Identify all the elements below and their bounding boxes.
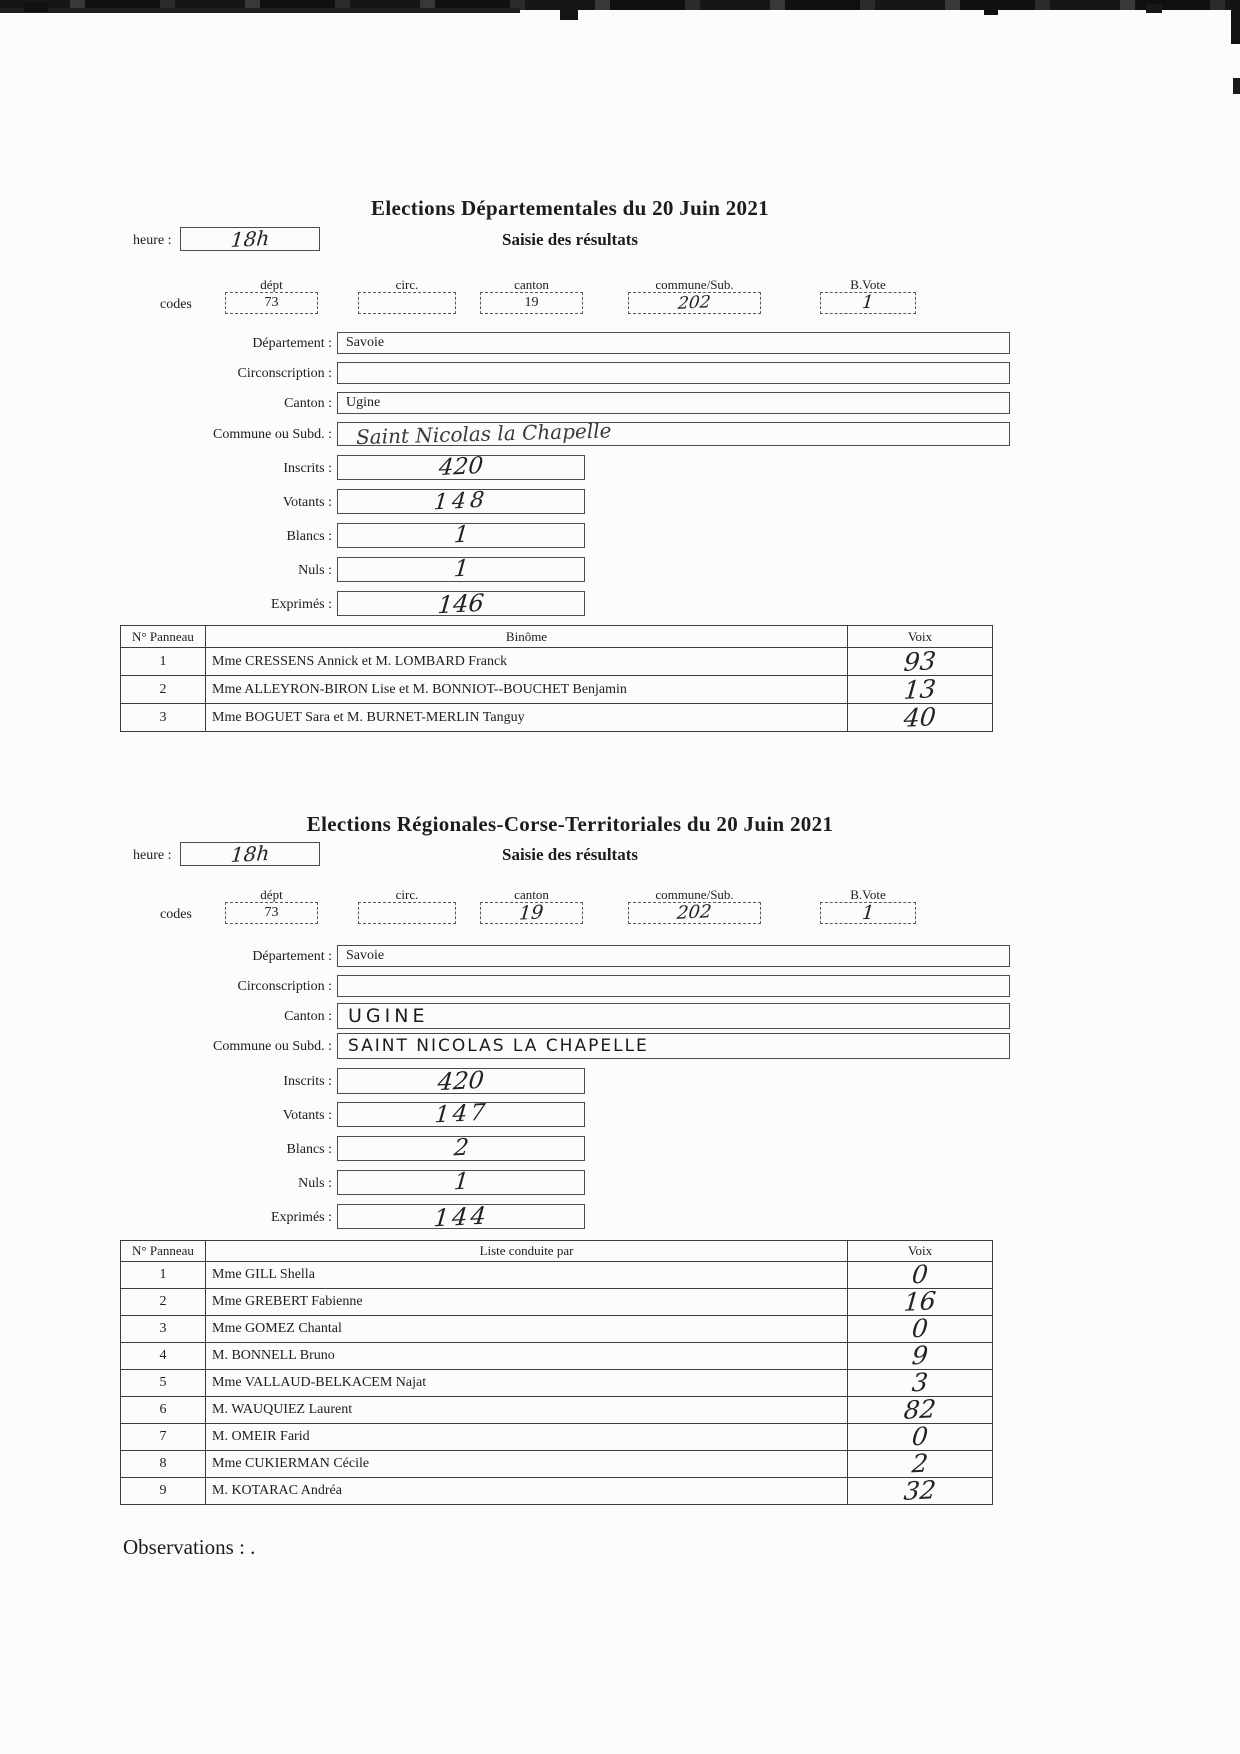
- row-num: 2: [121, 1289, 206, 1316]
- table-row: [121, 1478, 993, 1505]
- canton-code-field: [480, 902, 583, 924]
- row-name: Mme GOMEZ Chantal: [206, 1316, 848, 1343]
- form1-title: Elections Départementales du 20 Juin 2021: [371, 196, 769, 220]
- nuls-field: [337, 1170, 585, 1195]
- commune-code-field: [628, 902, 761, 924]
- votants-value: 147: [433, 1099, 489, 1129]
- row-voix: 0: [848, 1424, 993, 1451]
- canton-code-label: canton: [514, 277, 549, 292]
- row-voix: 40: [848, 704, 993, 732]
- bvote-code-value: 1: [860, 901, 876, 924]
- inscrits-value: 420: [437, 452, 485, 482]
- commune-code-value: 202: [677, 291, 712, 314]
- blancs-value: 2: [452, 1134, 470, 1162]
- commune-code-label: commune/Sub.: [655, 887, 734, 902]
- results-table-departementales: [120, 625, 993, 732]
- votants-field: [337, 489, 585, 514]
- votants-label: Votants :: [282, 1108, 332, 1123]
- canton-label: Canton :: [284, 1009, 332, 1024]
- canton-label: Canton :: [284, 396, 332, 411]
- commune-code-label: commune/Sub.: [655, 277, 734, 292]
- bvote-code-label: B.Vote: [850, 277, 886, 292]
- table-row: [121, 1289, 993, 1316]
- table-row: [121, 676, 993, 704]
- exprimes-label: Exprimés :: [270, 1210, 332, 1225]
- nuls-field: [337, 557, 585, 582]
- bvote-code-label: B.Vote: [850, 887, 886, 902]
- nuls-label: Nuls :: [298, 563, 332, 578]
- bvote-code-field: [820, 902, 916, 924]
- departement-field: [337, 332, 1010, 354]
- bvote-code-field: [820, 292, 916, 314]
- departement-label: Département :: [252, 336, 332, 351]
- row-num: 1: [121, 1262, 206, 1289]
- row-name: Mme VALLAUD-BELKACEM Najat: [206, 1370, 848, 1397]
- nuls-value: 1: [452, 555, 470, 583]
- row-num: 6: [121, 1397, 206, 1424]
- form1-subtitle: Saisie des résultats: [502, 230, 638, 249]
- form2-title: Elections Régionales-Corse-Territoriales du 20 Juin 2021: [306, 812, 834, 836]
- inscrits-value: 420: [436, 1065, 486, 1097]
- table-header-row: [121, 1241, 993, 1262]
- inscrits-label: Inscrits :: [283, 461, 332, 476]
- commune-field: [337, 1033, 1010, 1059]
- dept-code-value: 73: [264, 905, 279, 920]
- circonscription-label: Circonscription :: [237, 366, 332, 381]
- table-row: [121, 1370, 993, 1397]
- table-row: [121, 1424, 993, 1451]
- row-num: 5: [121, 1370, 206, 1397]
- row-voix: 13: [848, 676, 993, 704]
- departement-value: Savoie: [346, 335, 385, 350]
- circ-code-field: [358, 902, 456, 924]
- circonscription-field: [337, 362, 1010, 384]
- scan-artifact: [24, 2, 48, 12]
- row-voix: 82: [848, 1397, 993, 1424]
- heure-label: heure :: [133, 848, 172, 863]
- canton-code-field: [480, 292, 583, 314]
- canton-code-value: 19: [518, 900, 545, 925]
- commune-code-value: 202: [676, 901, 713, 924]
- blancs-field: [337, 523, 585, 548]
- row-num: 2: [121, 676, 206, 704]
- table-header-row: [121, 626, 993, 648]
- col-header-panneau: N° Panneau: [121, 1241, 206, 1262]
- nuls-label: Nuls :: [298, 1176, 332, 1191]
- nuls-value: 1: [452, 1168, 470, 1196]
- row-num: 1: [121, 648, 206, 676]
- row-num: 7: [121, 1424, 206, 1451]
- canton-value: Ugine: [346, 395, 381, 410]
- exprimes-value: 144: [432, 1201, 490, 1232]
- departement-label: Département :: [252, 949, 332, 964]
- exprimes-field: [337, 588, 585, 619]
- row-name: M. OMEIR Farid: [206, 1424, 848, 1451]
- scan-artifact: [1233, 78, 1240, 94]
- row-num: 8: [121, 1451, 206, 1478]
- table-row: [121, 648, 993, 676]
- scan-artifact: [1231, 0, 1240, 44]
- row-voix: 3: [848, 1370, 993, 1397]
- commune-value: SAINT NICOLAS LA CHAPELLE: [348, 1035, 649, 1056]
- row-name: M. KOTARAC Andréa: [206, 1478, 848, 1505]
- table-row: [121, 1262, 993, 1289]
- col-header-binome: Binôme: [206, 626, 848, 648]
- col-header-voix: Voix: [848, 1241, 993, 1262]
- results-table-regionales: [120, 1240, 993, 1505]
- heure-value: 18h: [229, 226, 271, 252]
- canton-field: [337, 392, 1010, 414]
- table-row: [121, 1343, 993, 1370]
- commune-field: [337, 418, 1010, 450]
- row-num: 9: [121, 1478, 206, 1505]
- scan-artifact: [560, 9, 578, 20]
- codes-row-label: codes: [160, 907, 192, 922]
- row-name: Mme GREBERT Fabienne: [206, 1289, 848, 1316]
- row-voix: 2: [848, 1451, 993, 1478]
- inscrits-field: [337, 452, 585, 482]
- commune-code-field: [628, 292, 761, 314]
- circonscription-label: Circonscription :: [237, 979, 332, 994]
- row-voix: 16: [848, 1289, 993, 1316]
- exprimes-value: 146: [436, 588, 486, 619]
- row-name: Mme GILL Shella: [206, 1262, 848, 1289]
- inscrits-label: Inscrits :: [283, 1074, 332, 1089]
- form2-subtitle: Saisie des résultats: [502, 845, 638, 864]
- row-num: 3: [121, 704, 206, 732]
- row-voix: 93: [848, 648, 993, 676]
- commune-label: Commune ou Subd. :: [212, 1039, 332, 1054]
- dept-code-field: [225, 292, 318, 314]
- votants-field: [337, 1099, 585, 1129]
- circ-code-field: [358, 292, 456, 314]
- commune-label: Commune ou Subd. :: [212, 427, 332, 442]
- bvote-code-value: 1: [861, 291, 875, 314]
- col-header-voix: Voix: [848, 626, 993, 648]
- row-voix: 9: [848, 1343, 993, 1370]
- circ-code-label: circ.: [395, 887, 419, 902]
- row-num: 3: [121, 1316, 206, 1343]
- row-name: M. BONNELL Bruno: [206, 1343, 848, 1370]
- blancs-label: Blancs :: [286, 1142, 332, 1157]
- blancs-label: Blancs :: [286, 529, 332, 544]
- canton-code-value: 19: [524, 295, 539, 310]
- row-name: Mme CRESSENS Annick et M. LOMBARD Franck: [206, 648, 848, 676]
- row-name: M. WAUQUIEZ Laurent: [206, 1397, 848, 1424]
- dept-code-field: [225, 902, 318, 924]
- canton-field: [337, 1003, 1010, 1029]
- row-voix: 0: [848, 1262, 993, 1289]
- row-name: Mme ALLEYRON-BIRON Lise et M. BONNIOT--BOUCHET Benjamin: [206, 676, 848, 704]
- table-row: [121, 1451, 993, 1478]
- circ-code-label: circ.: [395, 277, 419, 292]
- dept-code-value: 73: [264, 295, 279, 310]
- col-header-liste: Liste conduite par: [206, 1241, 848, 1262]
- circonscription-field: [337, 975, 1010, 997]
- inscrits-field: [337, 1065, 585, 1097]
- canton-value: UGINE: [348, 1004, 429, 1027]
- departement-value: Savoie: [346, 948, 385, 963]
- row-num: 4: [121, 1343, 206, 1370]
- canton-code-label: canton: [514, 887, 549, 902]
- blancs-field: [337, 1136, 585, 1161]
- heure-value: 18h: [229, 841, 271, 867]
- row-voix: 32: [848, 1478, 993, 1505]
- scan-artifact: [984, 3, 998, 15]
- scan-artifact: [1146, 4, 1162, 13]
- commune-value: Saint Nicolas la Chapelle: [355, 418, 612, 450]
- observations-label: Observations : .: [123, 1535, 256, 1559]
- col-header-panneau: N° Panneau: [121, 626, 206, 648]
- dept-code-label: dépt: [260, 887, 283, 902]
- heure-label: heure :: [133, 233, 172, 248]
- table-row: [121, 1316, 993, 1343]
- row-voix: 0: [848, 1316, 993, 1343]
- votants-label: Votants :: [282, 495, 332, 510]
- exprimes-field: [337, 1201, 585, 1232]
- exprimes-label: Exprimés :: [270, 597, 332, 612]
- codes-row-label: codes: [160, 297, 192, 312]
- row-name: Mme CUKIERMAN Cécile: [206, 1451, 848, 1478]
- dept-code-label: dépt: [260, 277, 283, 292]
- table-row: [121, 1397, 993, 1424]
- blancs-value: 1: [452, 521, 470, 549]
- votants-value: 148: [432, 487, 490, 515]
- table-row: [121, 704, 993, 732]
- scan-artifact: [0, 8, 520, 13]
- departement-field: [337, 945, 1010, 967]
- row-name: Mme BOGUET Sara et M. BURNET-MERLIN Tanguy: [206, 704, 848, 732]
